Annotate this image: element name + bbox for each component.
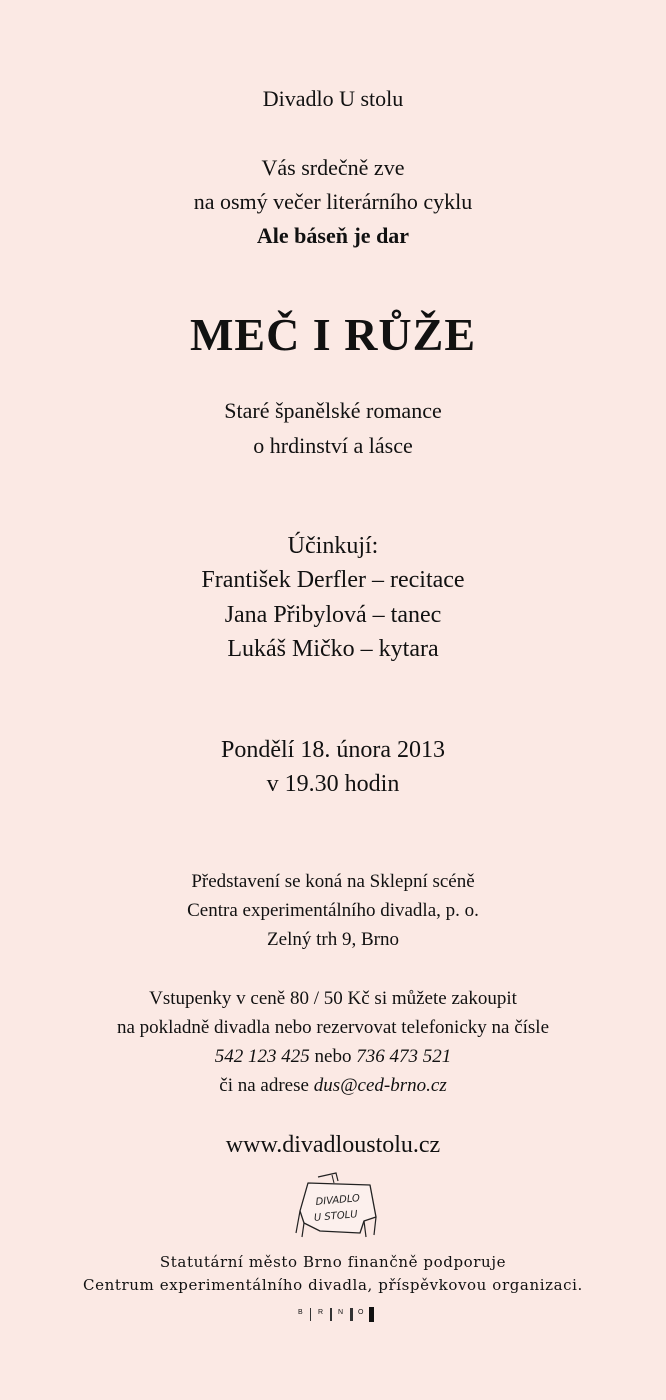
phone-number-1: 542 123 425	[214, 1046, 310, 1067]
brno-letter: R	[318, 1309, 324, 1316]
tickets-line-1: Vstupenky v ceně 80 / 50 Kč si můžete zakoupit	[149, 988, 517, 1009]
venue-line-2: Centra experimentálního divadla, p. o.	[187, 900, 479, 921]
logo-text-line-1: DIVADLO	[315, 1193, 361, 1208]
theatre-logo-icon	[294, 1171, 380, 1239]
email-link[interactable]: dus@ced-brno.cz	[313, 1075, 447, 1096]
invite-line-2: na osmý večer literárního cyklu	[193, 189, 473, 214]
subtitle-line-2: o hrdinství a lásce	[253, 433, 413, 458]
brno-letter: B	[298, 1309, 303, 1316]
brno-letter: N	[338, 1309, 344, 1316]
email-prefix: či na adrese	[219, 1075, 314, 1096]
logo-text-line-2: U STOLU	[313, 1209, 359, 1224]
email-line	[0, 1075, 666, 1097]
venue-line-1: Představení se koná na Sklepní scéně	[191, 871, 475, 892]
phone-joiner: nebo	[309, 1046, 357, 1067]
brno-divider	[369, 1307, 374, 1322]
website-link[interactable]: www.divadloustolu.cz	[225, 1132, 441, 1158]
cast-heading: Účinkují:	[287, 533, 379, 559]
sponsor-line-2: Centrum experimentálního divadla, příspěvkovou organizaci.	[83, 1276, 583, 1294]
cast-member: František Derfler – recitace	[201, 567, 465, 593]
invite-line-1: Vás srdečně zve	[261, 155, 405, 180]
theatre-name: Divadlo U stolu	[262, 86, 404, 111]
event-date: Pondělí 18. února 2013	[221, 737, 445, 763]
brno-letter: O	[358, 1309, 364, 1316]
phone-numbers	[0, 1046, 666, 1068]
brno-divider	[350, 1308, 353, 1321]
sponsor-line-1: Statutární město Brno finančně podporuje	[159, 1253, 507, 1271]
cycle-name: Ale báseň je dar	[256, 223, 410, 248]
brno-divider	[330, 1308, 332, 1321]
cast-member: Jana Přibylová – tanec	[224, 602, 442, 628]
venue-line-3: Zelný trh 9, Brno	[267, 929, 399, 950]
event-time: v 19.30 hodin	[266, 771, 400, 797]
phone-number-2: 736 473 521	[356, 1046, 452, 1067]
event-title: MEČ I RŮŽE	[189, 309, 477, 360]
tickets-line-2: na pokladně divadla nebo rezervovat telefonicky na čísle	[116, 1017, 550, 1038]
brno-logo	[296, 1307, 376, 1323]
brno-divider	[310, 1308, 311, 1321]
subtitle-line-1: Staré španělské romance	[224, 398, 442, 423]
cast-member: Lukáš Mičko – kytara	[227, 636, 439, 662]
